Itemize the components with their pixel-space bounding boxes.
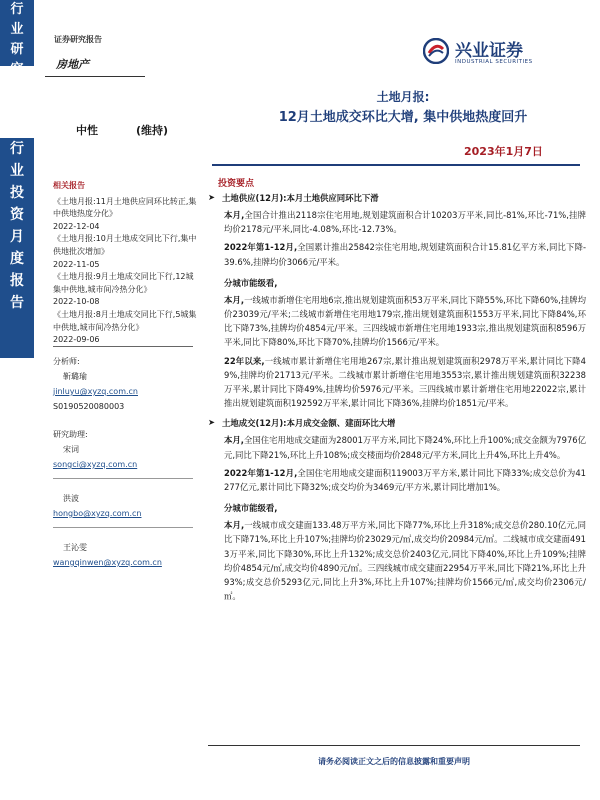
assistant-name: 王沁雯	[63, 543, 87, 552]
sector-label: 房地产	[56, 58, 89, 71]
paragraph: 本月,一线城市成交建面133.48万平方米,同比下降77%,环比上升318%;成交总价280.10亿元,同比下降71%,环比上升107%;挂牌均价23029元/㎡,成交均价20984元/㎡。二线城市成交建面4913万平米,同比下降30%,环比上升132%;成交总价2403亿元,同比下降40%,环比上升109%;挂牌均价4854元/㎡,成交均价4890元/㎡。三四线城市成交建面22954万平米,同比下降21%,环比上升93%;成交总价5293亿元,同比上升3%,环比上升107%;挂牌均价1566元/㎡,成交均价2306元/㎡。	[224, 520, 586, 602]
analyst-email-link[interactable]: jinluyu@xyzq.com.cn	[53, 387, 138, 396]
band-char: 资	[10, 207, 24, 223]
investment-highlights	[208, 176, 586, 603]
subheading: 分城市能级看,	[224, 277, 278, 288]
section-title: 土地成交(12月):本月成交金额、建面环比大增	[222, 418, 396, 429]
rating-label: 中性	[76, 124, 98, 137]
arrow-icon: ➤	[208, 192, 216, 202]
band-char: 月	[10, 229, 24, 245]
band-char: 究	[10, 62, 24, 77]
band-char: 业	[10, 163, 24, 179]
company-logo	[423, 36, 573, 70]
band-char: 研	[10, 42, 24, 57]
logo-name-cn: 兴业证券	[455, 41, 523, 61]
logo-name-en: INDUSTRIAL SECURITIES	[455, 59, 533, 65]
footer-disclaimer: 请务必阅读正文之后的信息披露和重要声明	[318, 757, 470, 766]
report-type-label: 证券研究报告	[54, 35, 102, 44]
band-char: 告	[10, 295, 24, 311]
sector-divider	[45, 76, 145, 77]
report-title-line1: 土地月报:	[376, 90, 430, 104]
logo-mark-icon	[423, 38, 449, 64]
vertical-band-top	[0, 0, 34, 77]
analysts-block	[53, 354, 201, 570]
paragraph: 本月,全国住宅用地成交建面为28001万平方米,同比下降24%,环比上升100%;成交金额为7976亿元,同比下降21%,环比上升108%;成交楼面均价2848元/平方米,同比上升4%,环比上升4%。	[224, 435, 586, 460]
paragraph: 本月,全国合计推出2118宗住宅用地,规划建筑面积合计10203万平米,同比-81%,环比-71%,挂牌均价2178元/平米,同比-4.08%,环比-12.73%。	[224, 210, 586, 235]
analyst-cert: S0190520080003	[53, 402, 125, 411]
band-char: 报	[10, 273, 24, 289]
band-char: 行	[10, 141, 24, 157]
assistant-name: 宋词	[63, 445, 79, 454]
paragraph: 2022年第1-12月,全国住宅用地成交建面积119003万平方米,累计同比下降33%;成交总价为41277亿元,累计同比下降32%;成交均价为3469元/平方米,累计同比增加1%。	[224, 467, 586, 493]
related-report-item[interactable]: 《土地月报:8月土地成交同比下行,5城集中供地,城市间冷热分化》 2022-09-06	[53, 309, 197, 345]
highlights-title: 投资要点	[218, 179, 255, 189]
assistant-divider	[53, 478, 193, 479]
arrow-icon: ➤	[208, 417, 216, 428]
paragraph: 2022年第1-12月,全国累计推出25842宗住宅用地,规划建筑面积合计15.81亿平方米,同比下降-39.6%,挂牌均价3066元/平米。	[224, 242, 587, 267]
related-report-item[interactable]: 《土地月报:9月土地成交同比下行,12城集中供地,城市间冷热分化》 2022-10-08	[53, 272, 194, 307]
band-char: 业	[10, 22, 24, 37]
related-report-item[interactable]: 《土地月报:11月土地供应同环比转正,集中供地热度分化》 2022-12-04	[53, 196, 197, 231]
report-title-line2: 12月土地成交环比大增, 集中供地热度回升	[278, 110, 528, 125]
assistant-email-link[interactable]: songci@xyzq.com.cn	[53, 460, 138, 469]
vertical-band-report-type	[0, 138, 34, 358]
assistant-label: 研究助理:	[53, 430, 88, 439]
side-divider	[53, 346, 193, 347]
related-report-item[interactable]: 《土地月报:10月土地成交同比下行,集中供地批次增加》 2022-11-05	[53, 234, 197, 269]
subheading: 分城市能级看,	[224, 503, 278, 514]
assistant-name: 洪波	[63, 494, 79, 503]
paragraph: 22年以来,一线城市累计新增住宅用地267宗,累计推出规划建筑面积2978万平米,累计同比下降49%,挂牌均价21713元/平米。二线城市累计新增住宅用地3553宗,累计推出规划建筑面积32238万平米,累计同比下降49%,挂牌均价5976元/平米。三四线城市累计新增住宅用地22022宗,累计推出规划建筑面积192592万平米,累计同比下降36%,挂牌均价1851元/平米。	[224, 355, 586, 409]
assistant-email-link[interactable]: hongbo@xyzq.com.cn	[53, 509, 142, 518]
section-land-transaction	[208, 417, 586, 429]
report-date: 2023年1月7日	[464, 145, 543, 158]
band-char: 行	[10, 2, 24, 17]
rating-note: (维持)	[136, 124, 169, 137]
band-char: 度	[10, 251, 24, 267]
paragraph: 本月,一线城市新增住宅用地6宗,推出规划建筑面积53万平米,同比下降55%,环比下降60%,挂牌均价23039元/平米;二线城市新增住宅用地179宗,推出规划建筑面积1553万平米,同比下降84%,环比下降73%,挂牌均价4854元/平米。三四线城市新增住宅用地1933宗,推出规划建筑面积8596万平米,同比下降80%,环比下降70%,挂牌均价1566元/平米。	[224, 294, 586, 348]
assistant-divider	[53, 527, 193, 528]
related-reports-title: 相关报告	[53, 181, 85, 190]
section-land-supply	[208, 192, 586, 204]
section-title: 土地供应(12月):本月土地供应同环比下滑	[222, 193, 379, 203]
band-char: 投	[10, 185, 24, 201]
title-divider	[212, 164, 580, 166]
footer-divider	[208, 745, 580, 746]
assistant-email-link[interactable]: wangqinwen@xyzq.com.cn	[53, 558, 162, 567]
related-reports	[53, 180, 201, 347]
analyst-name: 靳璐瑜	[63, 372, 87, 381]
analyst-label: 分析师:	[53, 357, 80, 366]
